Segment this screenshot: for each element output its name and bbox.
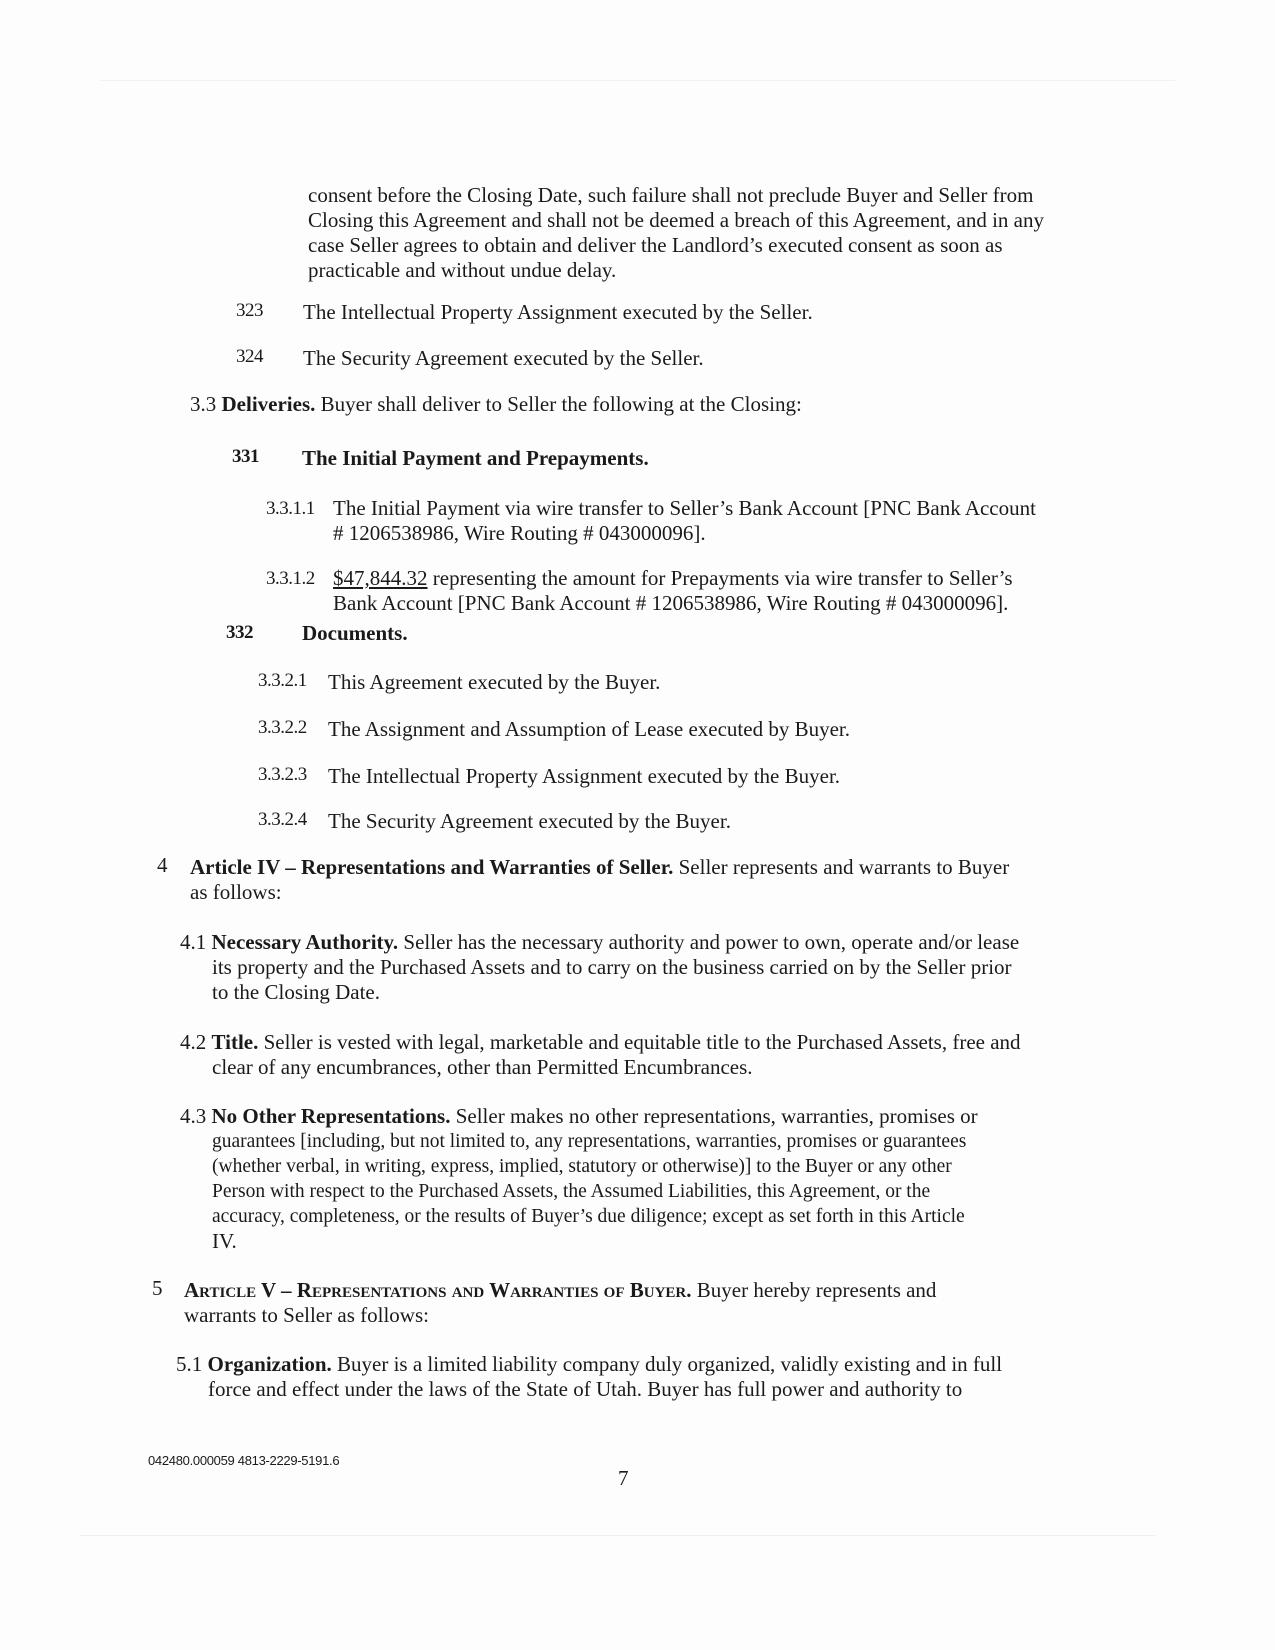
section-number: 4.3: [180, 1104, 207, 1128]
section-number: 5.1: [176, 1352, 203, 1376]
section-number: 3.3.2.2: [258, 717, 307, 738]
section-text: Seller has the necessary authority and power to own, operate and/or lease: [403, 930, 1020, 954]
section-42-line-1: [180, 1030, 1021, 1055]
section-heading: Necessary Authority.: [211, 930, 399, 954]
para-322-line-1: consent before the Closing Date, such failure shall not preclude Buyer and Seller from: [308, 183, 1034, 207]
para-322-line-4: practicable and without undue delay.: [308, 258, 617, 282]
article-number: 5: [152, 1276, 162, 1300]
section-number: 3.3.2.1: [258, 670, 307, 691]
section-43-line-3: (whether verbal, in writing, express, implied, statutory or otherwise)] to the Buyer or any other: [212, 1156, 952, 1177]
section-43-line-4: Person with respect to the Purchased Assets, the Assumed Liabilities, this Agreement, or the: [212, 1181, 931, 1202]
section-number: 323: [236, 300, 263, 321]
section-number: 3.3.2.3: [258, 764, 307, 785]
section-number: 4.1: [180, 930, 207, 954]
item-3323-text: The Intellectual Property Assignment executed by the Buyer.: [328, 764, 841, 788]
section-number: 331: [232, 446, 259, 467]
item-324-text: The Security Agreement executed by the Seller.: [303, 346, 704, 370]
article-heading: Article IV – Representations and Warranties of Seller.: [190, 855, 674, 879]
section-41-line-3: to the Closing Date.: [212, 980, 380, 1004]
scan-edge-top: [100, 80, 1175, 81]
section-number: 3.3.1.1: [266, 498, 315, 519]
section-number: 3.3.1.2: [266, 568, 315, 589]
heading-text: Documents.: [302, 621, 408, 645]
section-332-heading: [302, 621, 408, 646]
item-323-text: The Intellectual Property Assignment executed by the Seller.: [303, 300, 813, 324]
section-number: 324: [236, 346, 263, 367]
page-number: 7: [618, 1466, 629, 1490]
section-51-line-2: force and effect under the laws of the State of Utah. Buyer has full power and authority to: [208, 1377, 963, 1401]
section-text: Seller is vested with legal, marketable and equitable title to the Purchased Assets, free and: [263, 1030, 1021, 1054]
article-4-line-1: [190, 855, 1009, 880]
para-322-line-3: case Seller agrees to obtain and deliver the Landlord’s executed consent as soon as: [308, 233, 1003, 257]
item-3311-line-1: The Initial Payment via wire transfer to Seller’s Bank Account [PNC Bank Account: [333, 496, 1036, 520]
heading-text: The Initial Payment and Prepayments.: [302, 446, 649, 470]
article-5-line-1: [184, 1278, 936, 1303]
section-text: Buyer is a limited liability company duly organized, validly existing and in full: [337, 1352, 1003, 1376]
section-43-line-1: [180, 1104, 978, 1129]
item-3324-text: The Security Agreement executed by the Buyer.: [328, 809, 731, 833]
section-number: 332: [226, 622, 253, 643]
article-heading: Article V – Representations and Warranties of Buyer.: [184, 1278, 692, 1302]
article-text: Seller represents and warrants to Buyer: [678, 855, 1010, 879]
section-heading: Title.: [211, 1030, 259, 1054]
section-41-line-2: its property and the Purchased Assets and to carry on the business carried on by the Seller prior: [212, 955, 1012, 979]
section-43-line-6: IV.: [212, 1229, 237, 1253]
section-51-line-1: [176, 1352, 1002, 1377]
item-3322-text: The Assignment and Assumption of Lease executed by Buyer.: [328, 717, 850, 741]
section-text: Seller makes no other representations, warranties, promises or: [455, 1104, 978, 1128]
section-43-line-2: guarantees [including, but not limited to, any representations, warranties, promises or guarantees: [212, 1131, 967, 1152]
section-heading: Deliveries.: [221, 392, 316, 416]
item-3312-text: representing the amount for Prepayments via wire transfer to Seller’s: [432, 566, 1013, 590]
section-number: 4.2: [180, 1030, 207, 1054]
section-text: Buyer shall deliver to Seller the following at the Closing:: [320, 392, 802, 416]
section-heading: No Other Representations.: [211, 1104, 451, 1128]
para-322-line-2: Closing this Agreement and shall not be deemed a breach of this Agreement, and in any: [308, 208, 1044, 232]
section-33: [190, 392, 802, 417]
section-331-heading: [302, 446, 649, 471]
item-3321-text: This Agreement executed by the Buyer.: [328, 670, 661, 694]
article-4-line-2: as follows:: [190, 880, 282, 904]
section-heading: Organization.: [207, 1352, 332, 1376]
section-41-line-1: [180, 930, 1019, 955]
scan-edge-bottom: [80, 1535, 1155, 1536]
prepayment-amount: $47,844.32: [333, 566, 428, 590]
article-number: 4: [157, 853, 167, 877]
item-3312-line-1: [333, 566, 1013, 591]
section-43-line-5: accuracy, completeness, or the results of Buyer’s due diligence; except as set forth in this Article: [212, 1206, 965, 1227]
document-id: 042480.000059 4813-2229-5191.6: [148, 1453, 340, 1468]
section-number: 3.3: [190, 392, 217, 416]
item-3311-line-2: # 1206538986, Wire Routing # 043000096].: [333, 521, 706, 545]
article-5-line-2: warrants to Seller as follows:: [184, 1303, 429, 1327]
section-number: 3.3.2.4: [258, 809, 307, 830]
article-text: Buyer hereby represents and: [696, 1278, 937, 1302]
item-3312-line-2: Bank Account [PNC Bank Account # 1206538986, Wire Routing # 043000096].: [333, 591, 1009, 615]
section-42-line-2: clear of any encumbrances, other than Permitted Encumbrances.: [212, 1055, 753, 1079]
